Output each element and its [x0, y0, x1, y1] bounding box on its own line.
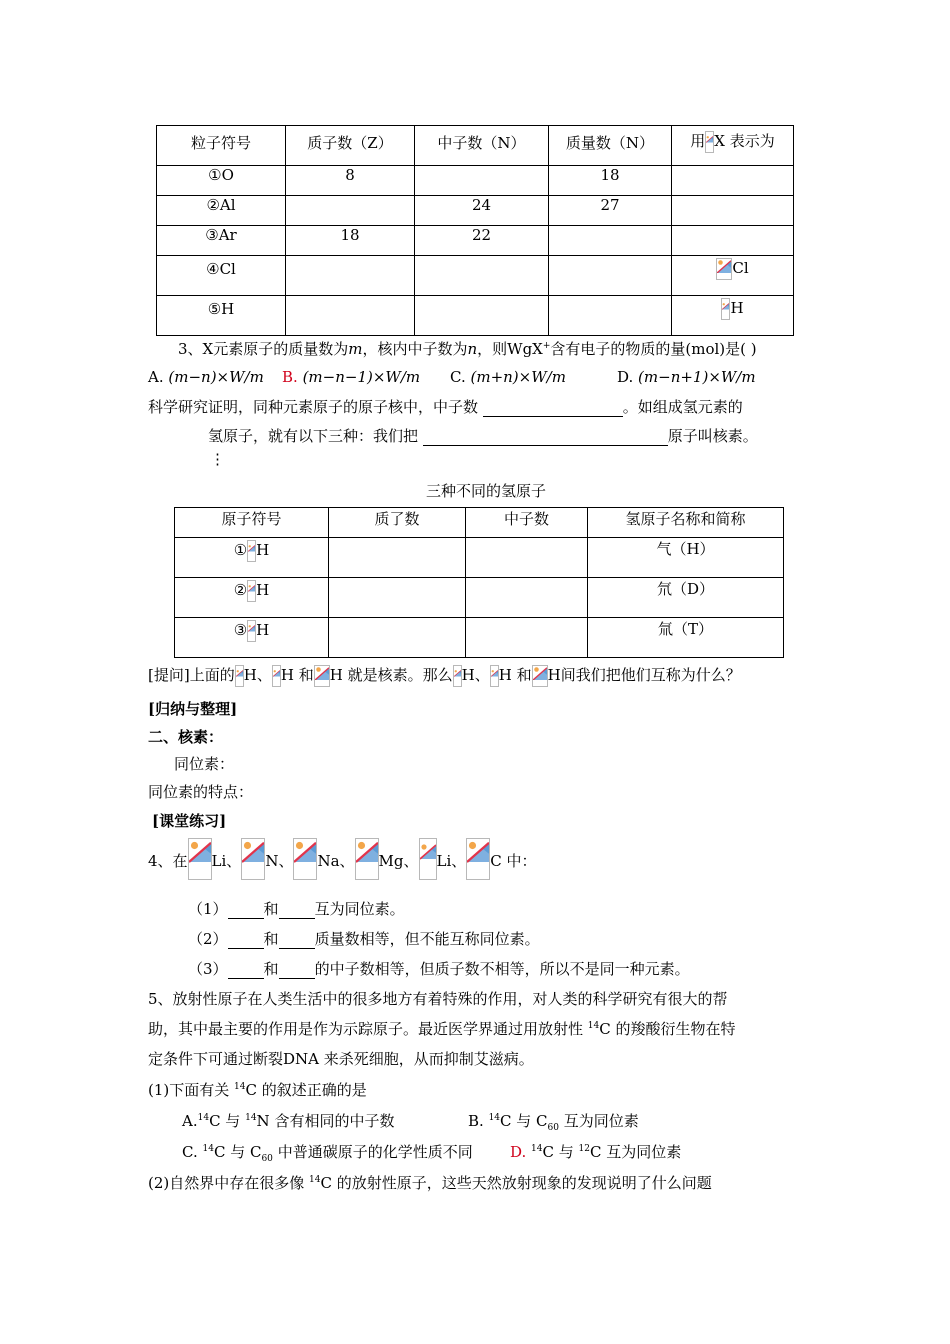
neutron-cell [466, 618, 588, 658]
proton-cell: 18 [286, 226, 415, 256]
paragraph-line-2: 氢原子，就有以下三种：我们把 原子叫核素。 [208, 427, 758, 445]
blank [228, 960, 264, 979]
nuclide-image-icon [419, 838, 437, 880]
nuclide-image-icon [532, 665, 548, 687]
header-cell: 粒子符号 [157, 126, 286, 166]
symbol-cell: ③ H [175, 618, 329, 658]
name-cell: 氘（D） [588, 578, 784, 618]
neutron-cell [415, 256, 549, 296]
paragraph-line-1: 科学研究证明，同种元素原子的原子核中，中子数 。如组成氢元素的 [148, 398, 743, 416]
hydrogen-table [174, 507, 784, 658]
nuclide-image-icon [272, 665, 281, 687]
representation-cell [672, 196, 794, 226]
neutron-cell [415, 166, 549, 196]
nuclide-image-icon [721, 298, 730, 320]
mass-cell [549, 296, 672, 336]
features-label: 同位素的特点： [148, 783, 254, 801]
option-a: A. (m−n)×W/m [148, 368, 264, 386]
table-row [157, 256, 794, 296]
symbol-cell: ④Cl [157, 256, 286, 296]
neutron-cell [466, 578, 588, 618]
isotope-label: 同位素： [174, 755, 235, 773]
q5-option-c: C. $^{14}$C 与 $C_{60}$ 中普通碳原子的化学性质不同 [182, 1143, 473, 1164]
name-cell: 气（H） [588, 538, 784, 578]
practice-heading: [课堂练习] [152, 812, 227, 830]
representation-cell: Cl [672, 256, 794, 296]
proton-cell [286, 296, 415, 336]
table-row [175, 578, 784, 618]
nuclide-image-icon [293, 838, 317, 880]
representation-cell: H [672, 296, 794, 336]
table-row [175, 538, 784, 578]
question-5-line-1: 5、放射性原子在人类生活中的很多地方有着特殊的作用，对人类的科学研究有很大的帮 [148, 990, 728, 1008]
section-heading: 二、核素： [148, 728, 224, 746]
nuclide-image-icon [247, 580, 256, 602]
nuclide-image-icon [247, 620, 256, 642]
symbol-cell: ①O [157, 166, 286, 196]
proton-cell [286, 196, 415, 226]
nuclide-image-icon [466, 838, 490, 880]
option-c: C. (m+n)×W/m [450, 368, 566, 386]
blank [279, 900, 315, 919]
q5-option-b: B. $^{14}$C 与 $C_{60}$ 互为同位素 [468, 1112, 639, 1133]
nuclide-image-icon [235, 665, 244, 687]
table-row [175, 618, 784, 658]
nuclide-image-icon [247, 540, 256, 562]
blank [279, 930, 315, 949]
symbol-cell: ⑤H [157, 296, 286, 336]
nuclide-image-icon [453, 665, 462, 687]
header-cell: 质了数 [329, 508, 466, 538]
question-3-stem: 3、X元素原子的质量数为m，核内中子数为n，则WgX+含有电子的物质的量(mol)是( ) [178, 340, 757, 358]
q5-option-a: A.$^{14}$C 与 $^{14}$N 含有相同的中子数 [182, 1112, 395, 1130]
blank [279, 960, 315, 979]
question-4: 4、在 Li、 N、 Na、 Mg、 Li、 C 中： [148, 838, 537, 884]
blank [423, 427, 668, 446]
sub-question-3: （3） 和 的中子数相等，但质子数不相等，所以不是同一种元素。 [188, 960, 690, 978]
table-row [157, 226, 794, 256]
nuclide-image-icon [490, 665, 499, 687]
symbol-cell: ②Al [157, 196, 286, 226]
proton-cell [329, 578, 466, 618]
table-caption: 三种不同的氢原子 [426, 482, 547, 500]
mass-cell: 18 [549, 166, 672, 196]
sub-question-1: （1） 和 互为同位素。 [188, 900, 405, 918]
proton-cell [329, 538, 466, 578]
blank [228, 900, 264, 919]
nuclide-image-icon [188, 838, 212, 880]
nuclide-image-icon [314, 665, 330, 687]
question-5-line-3: 定条件下可通过断裂DNA 来杀死细胞，从而抑制艾滋病。 [148, 1050, 534, 1068]
header-cell: 中子数 [466, 508, 588, 538]
option-b: B. (m−n−1)×W/m [282, 368, 421, 386]
table-row [157, 296, 794, 336]
symbol-cell: ① H [175, 538, 329, 578]
blank [483, 398, 623, 417]
nuclide-image-icon [716, 258, 732, 280]
neutron-cell [415, 296, 549, 336]
header-cell: 氢原子名称和简称 [588, 508, 784, 538]
symbol-cell: ② H [175, 578, 329, 618]
question-5-line-2: 助，其中最主要的作用是作为示踪原子。最近医学界通过用放射性 $^{14}$C 的羧酸衍生物在特 [148, 1020, 736, 1038]
question-5-part-1: (1)下面有关 $^{14}$C 的叙述正确的是 [148, 1081, 367, 1099]
proton-cell [329, 618, 466, 658]
neutron-cell: 22 [415, 226, 549, 256]
neutron-cell [466, 538, 588, 578]
table-row [157, 166, 794, 196]
summary-heading: [归纳与整理] [148, 700, 238, 718]
header-cell: 中子数（N） [415, 126, 549, 166]
header-cell: 用 X 表示为 [672, 126, 794, 166]
name-cell: 氚（T） [588, 618, 784, 658]
sub-question-2: （2） 和 质量数相等，但不能互称同位素。 [188, 930, 540, 948]
neutron-cell: 24 [415, 196, 549, 226]
header-cell: 原子符号 [175, 508, 329, 538]
q5-option-d: D. $^{14}$C 与 $^{12}$C 互为同位素 [510, 1143, 682, 1161]
mass-cell: 27 [549, 196, 672, 226]
header-cell: 质量数（N） [549, 126, 672, 166]
representation-cell [672, 226, 794, 256]
question-5-part-2: (2)自然界中存在很多像 $^{14}$C 的放射性原子，这些天然放射现象的发现说明了什么问题 [148, 1174, 712, 1192]
nuclide-image-icon [241, 838, 265, 880]
nuclide-image-icon [355, 838, 379, 880]
option-d: D. (m−n+1)×W/m [617, 368, 756, 386]
nuclide-image-icon [705, 131, 714, 153]
ellipsis: ⋮ [210, 450, 225, 468]
table-row [157, 196, 794, 226]
particle-table [156, 125, 794, 336]
blank [228, 930, 264, 949]
symbol-cell: ③Ar [157, 226, 286, 256]
header-cell: 质子数（Z） [286, 126, 415, 166]
question-line: [提问]上面的 H、 H 和 H 就是核素。那么 H、 H 和 H间我们把他们互称为什么？ [148, 664, 741, 687]
representation-cell [672, 166, 794, 196]
proton-cell [286, 256, 415, 296]
mass-cell [549, 226, 672, 256]
mass-cell [549, 256, 672, 296]
proton-cell: 8 [286, 166, 415, 196]
